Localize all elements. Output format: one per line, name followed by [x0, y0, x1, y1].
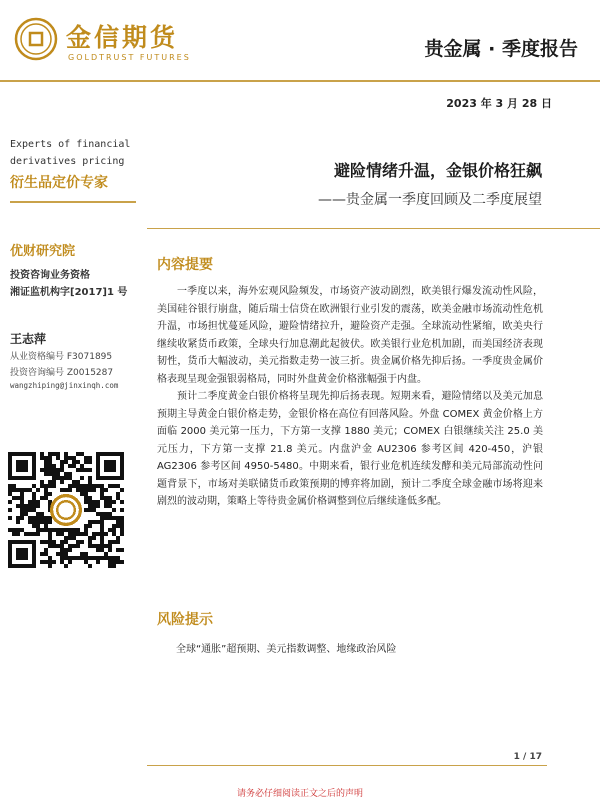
company-logo [14, 17, 194, 67]
summary-paragraph: 预计二季度黄金白银价格将呈现先抑后扬表现。短期来看，避险情绪以及美元加息预期主导黄金白银价格走势，金银价格在高位有回落风险。外盘 COMEX 黄金价格上方面临 2000 美元第一压力，下方第一支撑 1880 美元；COMEX 白银继续关注 25.0 美元压力，下方第一支撑 21.8 美元。内盘沪金 AU2306 参考区间 420-450，沪银 AG2306 参考区间 4950-5480。中期来看，银行业危机连续发酵和美元局部流动性问题背景下，市场对美联储货币政策预期的博弈将加剧，预计二季度全球金融市场将迎来剧烈的波动期，策略上等待贵金属价格调整到位后继续逢低多配。 [157, 391, 543, 507]
analyst-name: 王志萍 [10, 332, 47, 346]
report-date: 2023 年 3 月 28 日 [446, 97, 552, 110]
logo-english-text: GOLDTRUST FUTURES [68, 53, 191, 62]
tagline-chinese: 衍生品定价专家 [10, 175, 108, 191]
report-type-label: 贵金属 · 季度报告 [424, 38, 578, 60]
summary-heading: 内容提要 [157, 257, 213, 273]
sidebar-divider [10, 201, 136, 203]
qualification-license: 湘证监机构字[2017]1 号 [10, 287, 128, 298]
risk-heading: 风险提示 [157, 612, 213, 628]
footer-divider [147, 765, 547, 766]
analyst-cert-number: 从业资格编号 F3071895 [10, 352, 113, 362]
report-subtitle: ——贵金属一季度回顾及二季度展望 [318, 192, 542, 208]
page-number: 1 / 17 [513, 752, 542, 762]
logo-chinese-text: 金信期货 [66, 23, 179, 52]
analyst-email[interactable]: wangzhiping@jinxinqh.com [10, 381, 119, 390]
report-title: 避险情绪升温，金银价格狂飙 [333, 161, 542, 180]
risk-text: 全球“通胀”超预期、美元指数调整、地缘政治风险 [176, 644, 397, 655]
disclaimer-notice[interactable]: 请务必仔细阅读正文之后的声明 [236, 789, 363, 799]
title-divider [147, 228, 600, 229]
qr-code-icon [8, 452, 124, 568]
institute-name: 优财研究院 [10, 244, 76, 259]
summary-paragraph: 一季度以来，海外宏观风险频发，市场资产波动剧烈，欧美银行爆发流动性风险，美国硅谷银行崩盘，随后瑞士信贷在欧洲银行业引发的震荡，欧美金融市场流动性危机升温，市场担忧蔓延风险，避险情绪拉升，避险资产走强。全球流动性紧缩，欧美央行继续收紧货币政策，全球央行加息潮此起彼伏。欧美银行业危机加剧，而美国经济表现韧性，货币大幅波动，美元指数走势一波三折。贵金属价格先抑后扬。一季度贵金属价格表现呈现金强银弱格局，同时外盘黄金价格涨幅强于内盘。 [157, 286, 543, 385]
summary-body [157, 283, 543, 511]
tagline-english: Experts of financial derivatives pricing [10, 139, 131, 167]
qualification-line: 投资咨询业务资格 [10, 270, 90, 281]
header-divider [0, 80, 600, 82]
analyst-advisory-number: 投资咨询编号 Z0015287 [10, 368, 114, 378]
coin-logo-icon [14, 17, 58, 61]
